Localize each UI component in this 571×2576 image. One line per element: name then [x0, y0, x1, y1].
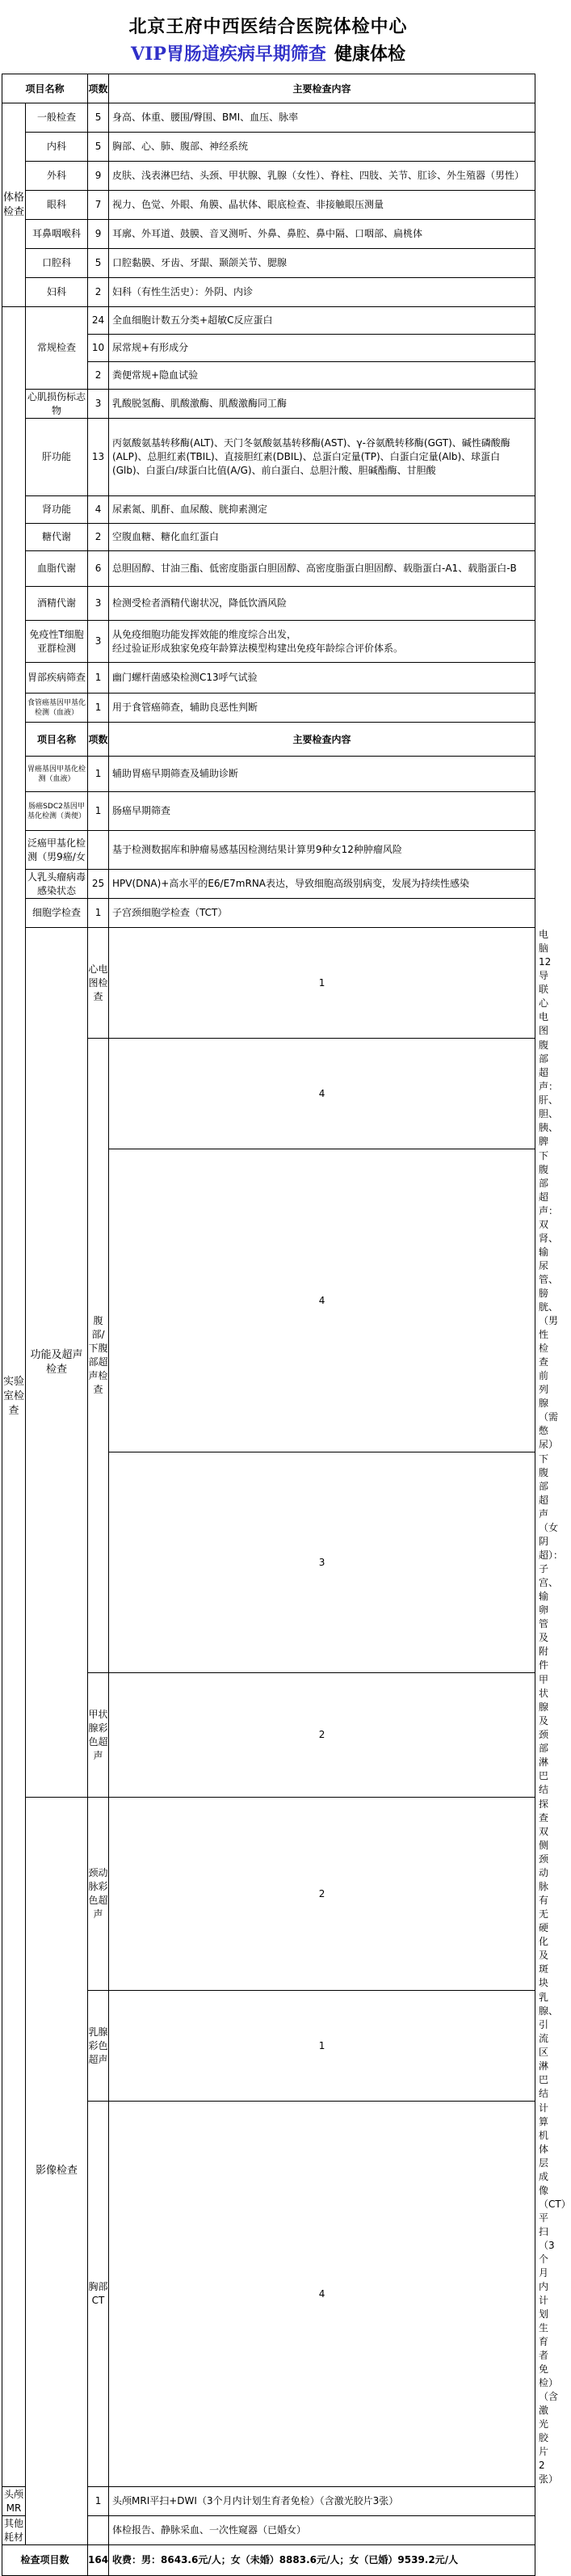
header-content: 主要检查内容: [109, 74, 535, 103]
subtitle-highlight: VIP胃肠道疾病早期筛查: [131, 44, 326, 65]
item-name: 糖代谢: [26, 524, 88, 551]
item-count: 5: [88, 249, 109, 278]
item-content: 视力、色觉、外眼、角膜、晶状体、眼底检查、非接触眼压测量: [109, 191, 535, 220]
item-content: 身高、体重、腰围/臀围、BMI、血压、脉率: [109, 103, 535, 133]
footer-price: 收费：男：8643.6元/人；女（未婚）8883.6元/人；女（已婚）9539.2元/人: [109, 2545, 535, 2576]
item-name: 口腔科: [26, 249, 88, 278]
item-count: 4: [109, 1039, 535, 1149]
table-row: [2, 390, 535, 419]
item-content: HPV(DNA)+高水平的E6/E7mRNA表达，导致细胞高级别病变，发展为持续性感染: [109, 870, 535, 899]
item-name: 泛癌甲基化检测（男9癌/女: [26, 831, 88, 870]
item-count: 4: [109, 1149, 535, 1452]
table-row: [2, 694, 535, 723]
table-row: [2, 496, 535, 524]
item-content-line: 经过验证形成独家免疫年龄算法模型构建出免疫年龄综合评价体系。: [112, 642, 404, 654]
table-row: [2, 899, 535, 928]
item-count: 9: [88, 162, 109, 191]
item-name: 肠癌SDC2基因甲基化检测（粪便）: [26, 792, 88, 831]
item-content: 尿素氮、肌酐、血尿酸、胱抑素测定: [109, 496, 535, 524]
table-row: [2, 870, 535, 899]
item-content: 皮肤、浅表淋巴结、头颈、甲状腺、乳腺（女性）、脊柱、四肢、关节、肛诊、外生殖器（男性）: [109, 162, 535, 191]
footer-label: 检查项目数: [2, 2545, 88, 2576]
item-content: 体检报告、静脉采血、一次性窥器（已婚女）: [109, 2516, 535, 2545]
table-row: [2, 831, 535, 870]
item-content: 口腔黏膜、牙齿、牙龈、颞颌关节、腮腺: [109, 249, 535, 278]
table-row: 4 下腹部超声：双肾、输尿管、膀胱、（男性检查前列腺（需憋尿）: [2, 1149, 535, 1452]
table-row: [2, 103, 535, 133]
item-count: 9: [88, 220, 109, 249]
item-count: 2: [88, 278, 109, 307]
item-name: 胸部CT: [88, 2102, 109, 2487]
header-name: 项目名称: [26, 723, 88, 757]
item-content: 基于检测数据库和肿瘤易感基因检测结果计算男9种女12种肿瘤风险: [109, 831, 535, 870]
item-content: 总胆固醇、甘油三酯、低密度脂蛋白胆固醇、高密度脂蛋白胆固醇、载脂蛋白-A1、载脂蛋白-B: [109, 551, 535, 587]
category-lab: 实验室检查: [2, 307, 26, 2487]
item-count: 2: [88, 524, 109, 551]
item-count: 1: [88, 2487, 109, 2516]
item-count: 2: [109, 1798, 535, 1991]
header-content: 主要检查内容: [109, 723, 535, 757]
item-name: 内科: [26, 133, 88, 162]
item-name: 胃部疾病筛查: [26, 663, 88, 694]
table-footer-row: [2, 2545, 535, 2576]
table-row: 胸部CT 4 计算机体层成像（CT）平扫（3个月内计划生育者免检）（含激光胶片2张）: [2, 2102, 535, 2487]
item-content: [109, 621, 535, 663]
table-row: [2, 133, 535, 162]
item-name: 胃癌基因甲基化检测（血液）: [26, 757, 88, 792]
category-imaging: 影像检查: [26, 1798, 88, 2545]
table-row: [2, 551, 535, 587]
item-name: 一般检查: [26, 103, 88, 133]
item-content: 幽门螺杆菌感染检测C13呼气试验: [109, 663, 535, 694]
footer-count: 164: [88, 2545, 109, 2576]
item-content-line: 从免疫细胞功能发挥效能的维度综合出发，: [112, 628, 297, 640]
item-count: 4: [88, 496, 109, 524]
item-content: 尿常规+有形成分: [109, 335, 535, 362]
page-subtitle: [0, 40, 536, 65]
table-header-row: [2, 723, 535, 757]
item-name: 肝功能: [26, 419, 88, 496]
table-header-row: [2, 74, 535, 103]
table-row: [2, 663, 535, 694]
table-row: [2, 307, 535, 335]
item-name: 细胞学检查: [26, 899, 88, 928]
table-row: [2, 757, 535, 792]
item-content: 检测受检者酒精代谢状况，降低饮酒风险: [109, 587, 535, 621]
item-name: 耳鼻咽喉科: [26, 220, 88, 249]
table-row: [2, 524, 535, 551]
item-count: 1: [88, 663, 109, 694]
item-count: 1: [88, 899, 109, 928]
item-count: 2: [88, 362, 109, 390]
table-row: 乳腺彩色超声 1 乳腺、引流区淋巴结: [2, 1991, 535, 2102]
item-name: 人乳头瘤病毒感染状态: [26, 870, 88, 899]
item-count: 1: [88, 694, 109, 723]
table-row: [2, 220, 535, 249]
item-count: 3: [88, 587, 109, 621]
item-name: 甲状腺彩色超声: [88, 1673, 109, 1798]
item-content: 头颅MRI平扫+DWI（3个月内计划生育者免检）（含激光胶片3张）: [109, 2487, 535, 2516]
item-name: 免疫性T细胞亚群检测: [26, 621, 88, 663]
table-row: [2, 162, 535, 191]
item-count: 4: [109, 2102, 535, 2487]
table-row: [2, 278, 535, 307]
item-name: 肾功能: [26, 496, 88, 524]
item-count: 1: [109, 928, 535, 1039]
item-count: 3: [88, 621, 109, 663]
page-title: 北京王府中西医结合医院体检中心: [128, 16, 408, 37]
item-count: 10: [88, 335, 109, 362]
item-content: 胸部、心、肺、腹部、神经系统: [109, 133, 535, 162]
item-name: 头颅MR: [2, 2487, 26, 2516]
table-row: 腹部/下腹部超声检查 4 腹部超声：肝、胆、胰、脾: [2, 1039, 535, 1149]
item-name: 腹部/下腹部超声检查: [88, 1039, 109, 1673]
item-count: 3: [109, 1452, 535, 1673]
item-content: 肠癌早期筛查: [109, 792, 535, 831]
item-name: 常规检查: [26, 307, 88, 390]
item-content: 耳廓、外耳道、鼓膜、音叉测听、外鼻、鼻腔、鼻中隔、口咽部、扁桃体: [109, 220, 535, 249]
item-content: 粪便常规+隐血试验: [109, 362, 535, 390]
item-content: 空腹血糖、糖化血红蛋白: [109, 524, 535, 551]
item-name: 眼科: [26, 191, 88, 220]
item-name: 其他耗材: [2, 2516, 26, 2545]
table-row: 功能及超声检查 心电图检查 1 电脑12导联心电图: [2, 928, 535, 1039]
item-count: [88, 2516, 109, 2545]
table-row: 3 下腹部超声（女阴超）：子宫、输卵管及附件: [2, 1452, 535, 1673]
item-content: 全血细胞计数五分类+超敏C反应蛋白: [109, 307, 535, 335]
item-content: 乳酸脱氢酶、肌酸激酶、肌酸激酶同工酶: [109, 390, 535, 419]
header-count: 项数: [88, 723, 109, 757]
item-name: 乳腺彩色超声: [88, 1991, 109, 2102]
item-name: 颈动脉彩色超声: [88, 1798, 109, 1991]
header-name: 项目名称: [2, 74, 88, 103]
item-count: 2: [109, 1673, 535, 1798]
checkup-table: [2, 74, 571, 2576]
item-content: 妇科（有性生活史）：外阴、内诊: [109, 278, 535, 307]
header-count: 项数: [88, 74, 109, 103]
item-count: 1: [109, 1991, 535, 2102]
item-count: 7: [88, 191, 109, 220]
item-name: 酒精代谢: [26, 587, 88, 621]
item-name: 血脂代谢: [26, 551, 88, 587]
table-row: [2, 419, 535, 496]
item-count: 25: [88, 870, 109, 899]
item-count: 5: [88, 103, 109, 133]
item-count: [88, 831, 109, 870]
item-count: 6: [88, 551, 109, 587]
item-name: 心电图检查: [88, 928, 109, 1039]
item-count: 3: [88, 390, 109, 419]
item-count: 1: [88, 757, 109, 792]
table-row: 影像检查 颈动脉彩色超声 2 探查双侧颈动脉有无硬化及斑块: [2, 1798, 535, 1991]
item-count: 1: [88, 792, 109, 831]
item-name: 妇科: [26, 278, 88, 307]
table-row: [2, 249, 535, 278]
item-name: 食管癌基因甲基化检测（血液）: [26, 694, 88, 723]
category-physical: 体格检查: [2, 103, 26, 307]
item-content: 辅助胃癌早期筛查及辅助诊断: [109, 757, 535, 792]
table-row: 甲状腺彩色超声 2 甲状腺及颈部淋巴结: [2, 1673, 535, 1798]
item-count: 13: [88, 419, 109, 496]
item-content: 子宫颈细胞学检查（TCT）: [109, 899, 535, 928]
item-count: 5: [88, 133, 109, 162]
table-row: [2, 792, 535, 831]
item-content: 丙氨酸氨基转移酶(ALT)、天门冬氨酸氨基转移酶(AST)、γ-谷氨酰转移酶(GGT)、碱性磷酸酶(ALP)、总胆红素(TBIL)、直接胆红素(DBIL)、总蛋白定量(TP)、白蛋白定量(Alb)、球蛋白(Glb)、白蛋白/球蛋白比值(A/G)、前白蛋白、总胆汁酸、胆碱酯酶、甘胆酸: [109, 419, 535, 496]
table-row: [2, 621, 535, 663]
table-row: [2, 587, 535, 621]
item-name: 外科: [26, 162, 88, 191]
item-name: 心肌损伤标志物: [26, 390, 88, 419]
subtitle-plain: 健康体检: [334, 44, 405, 65]
category-function: 功能及超声检查: [26, 928, 88, 1798]
item-count: 24: [88, 307, 109, 335]
item-content: 用于食管癌筛查，辅助良恶性判断: [109, 694, 535, 723]
table-row: [2, 191, 535, 220]
